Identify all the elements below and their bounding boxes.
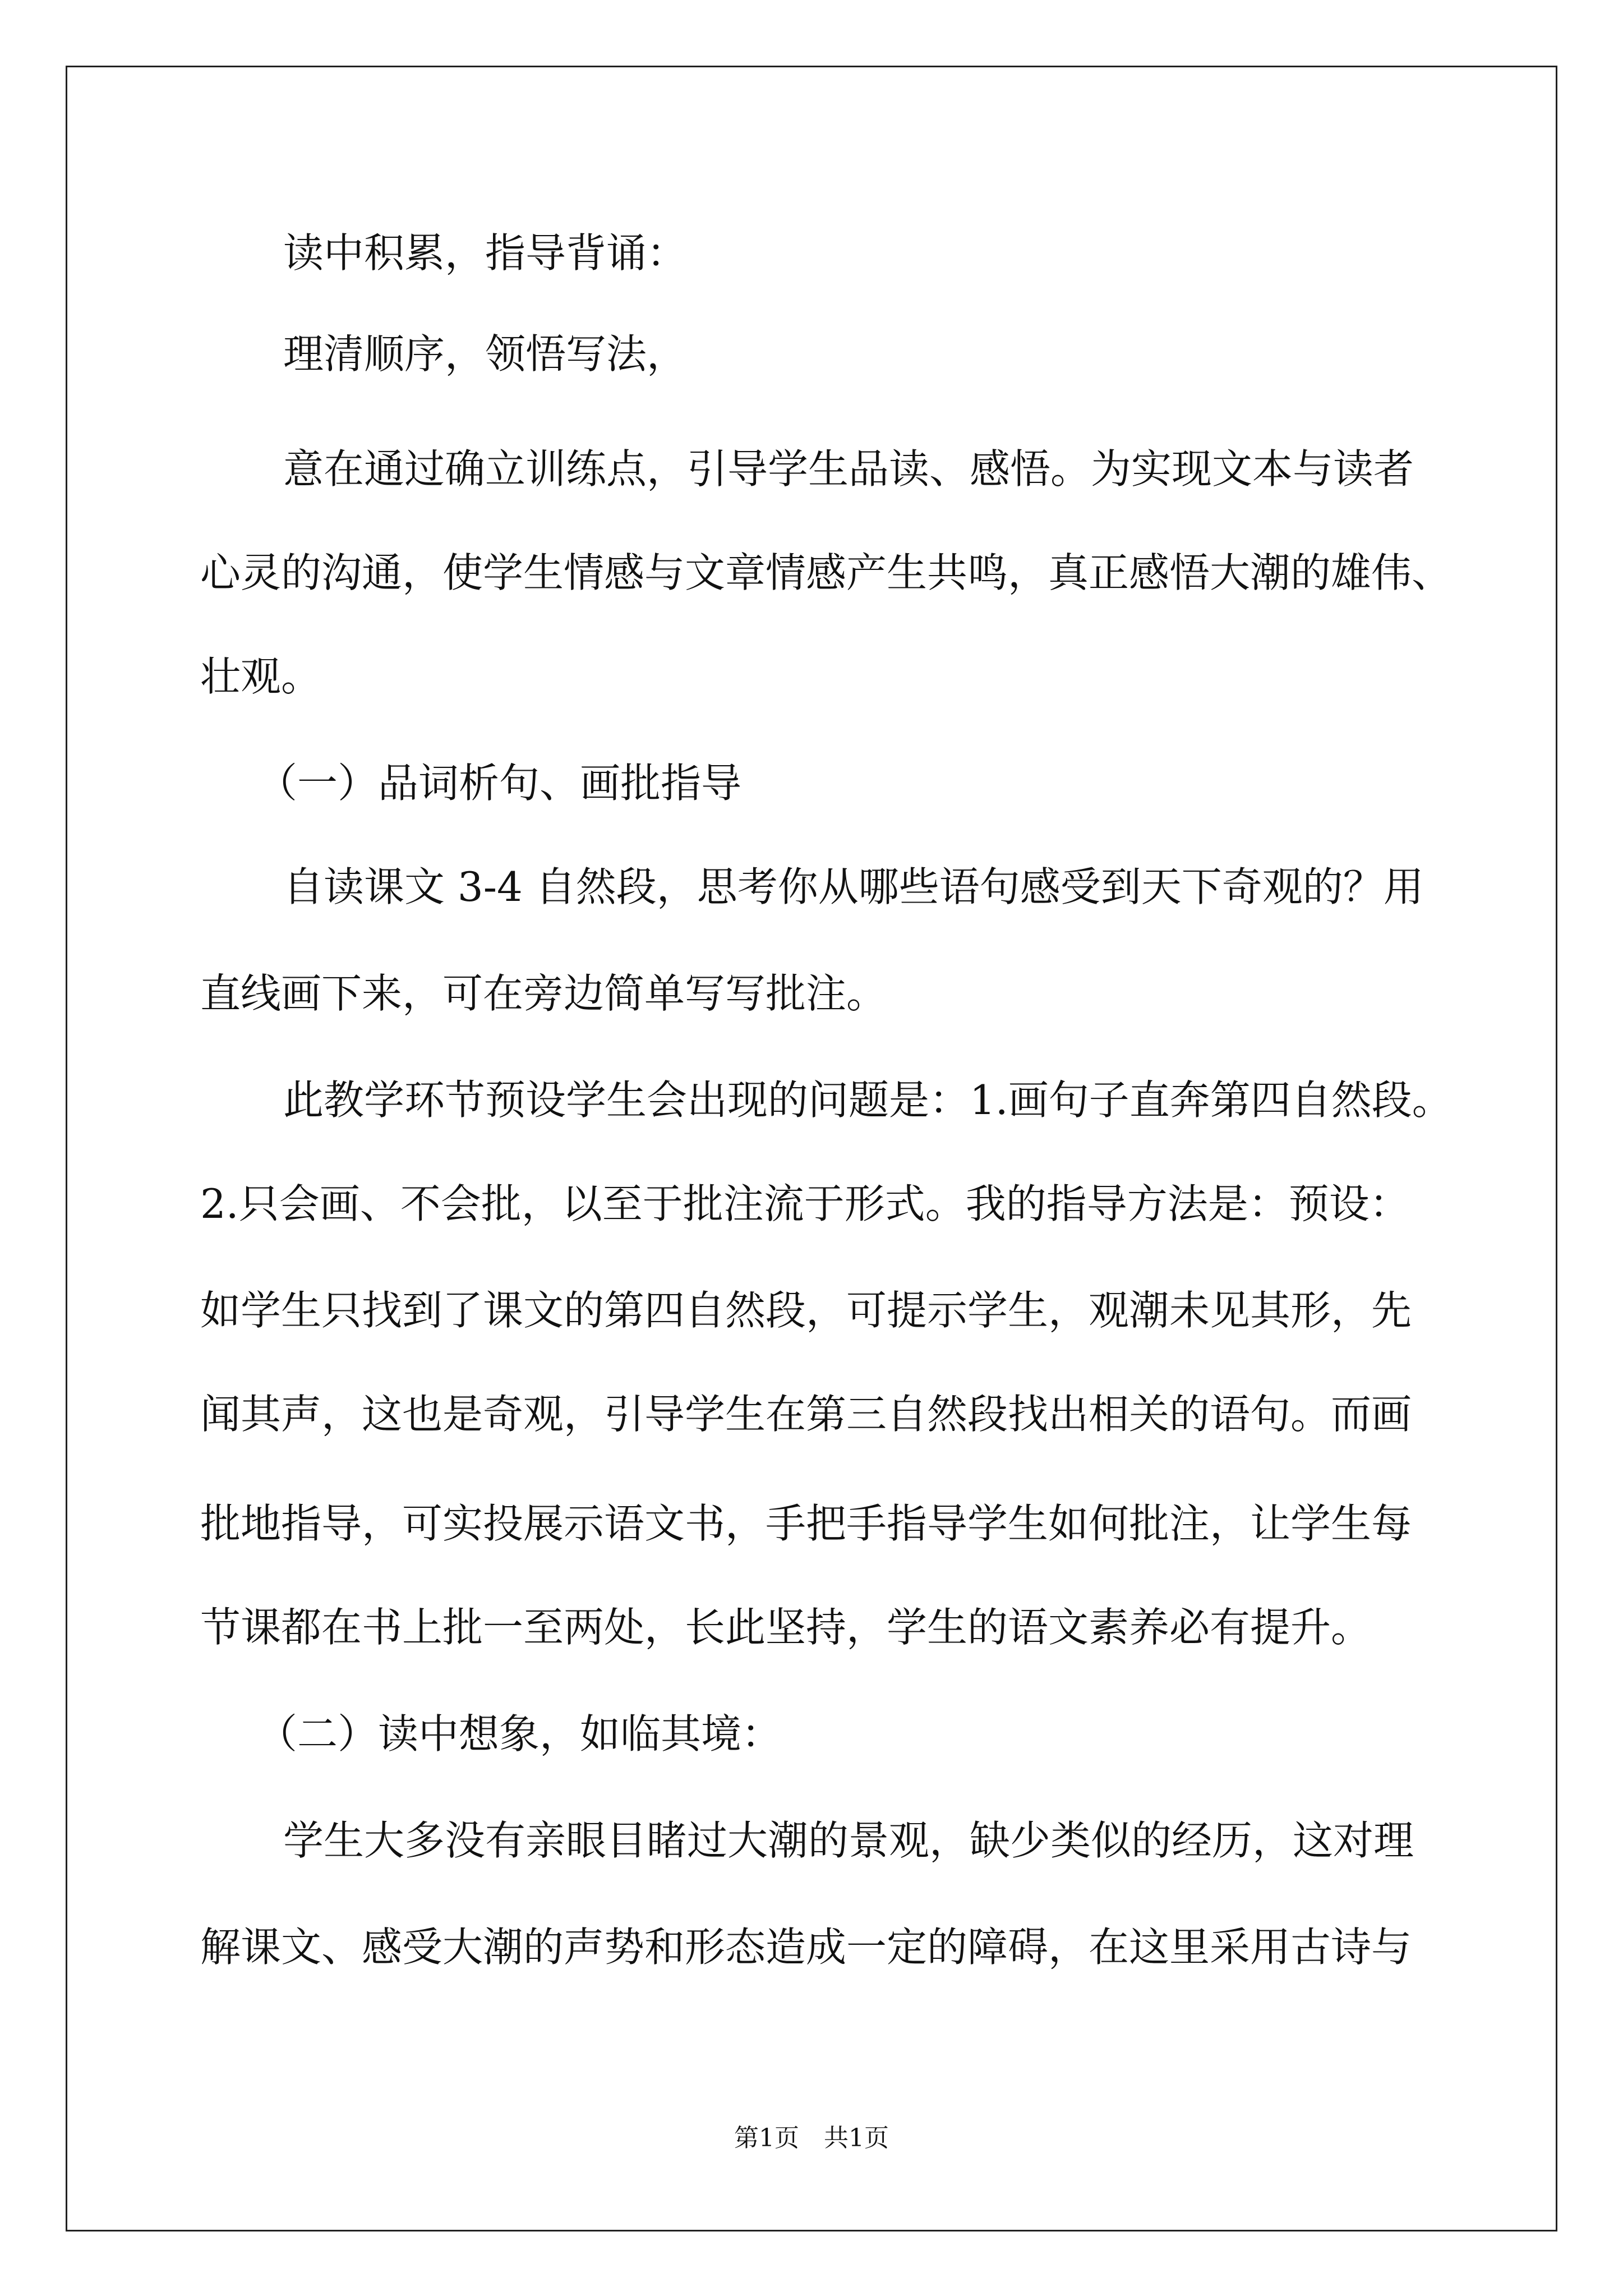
text-line-13: 节课都在书上批一至两处，长此坚持，学生的语文素养必有提升。: [200, 1604, 1372, 1651]
section-heading-1: （一）品词析句、画批指导: [257, 760, 742, 807]
text-line-3: 意在通过确立训练点，引导学生品读、感悟。为实现文本与读者: [283, 445, 1414, 493]
text-line-5: 壮观。: [200, 653, 322, 700]
text-line-15: 解课文、感受大潮的声势和形态造成一定的障碍，在这里采用古诗与: [200, 1924, 1412, 1971]
text-line-4: 心灵的沟通，使学生情感与文章情感产生共鸣，真正感悟大潮的雄伟、: [200, 549, 1453, 596]
text-line-8: 此教学环节预设学生会出现的问题是：1.画句子直奔第四自然段。: [283, 1076, 1453, 1124]
text-line-2: 理清顺序，领悟写法，: [283, 330, 688, 378]
text-line-7: 直线画下来，可在旁边简单写写批注。: [200, 970, 887, 1017]
text-line-6: 自读课文 3-4 自然段，思考你从哪些语句感受到天下奇观的？用: [283, 863, 1424, 910]
text-line-1: 读中积累，指导背诵：: [283, 229, 688, 277]
text-line-14: 学生大多没有亲眼目睹过大潮的景观，缺少类似的经历，这对理: [283, 1817, 1414, 1864]
text-line-10: 如学生只找到了课文的第四自然段，可提示学生，观潮未见其形，先: [200, 1287, 1412, 1334]
text-line-11: 闻其声，这也是奇观，引导学生在第三自然段找出相关的语句。而画: [200, 1391, 1412, 1438]
text-line-9: 2.只会画、不会批，以至于批注流于形式。我的指导方法是：预设：: [200, 1180, 1410, 1227]
page-border: [66, 66, 1557, 2231]
section-heading-2: （二）读中想象，如临其境：: [257, 1710, 782, 1757]
text-line-12: 批地指导，可实投展示语文书，手把手指导学生如何批注，让学生每: [200, 1500, 1412, 1547]
page-footer: 第1页 共1页: [734, 2124, 889, 2152]
